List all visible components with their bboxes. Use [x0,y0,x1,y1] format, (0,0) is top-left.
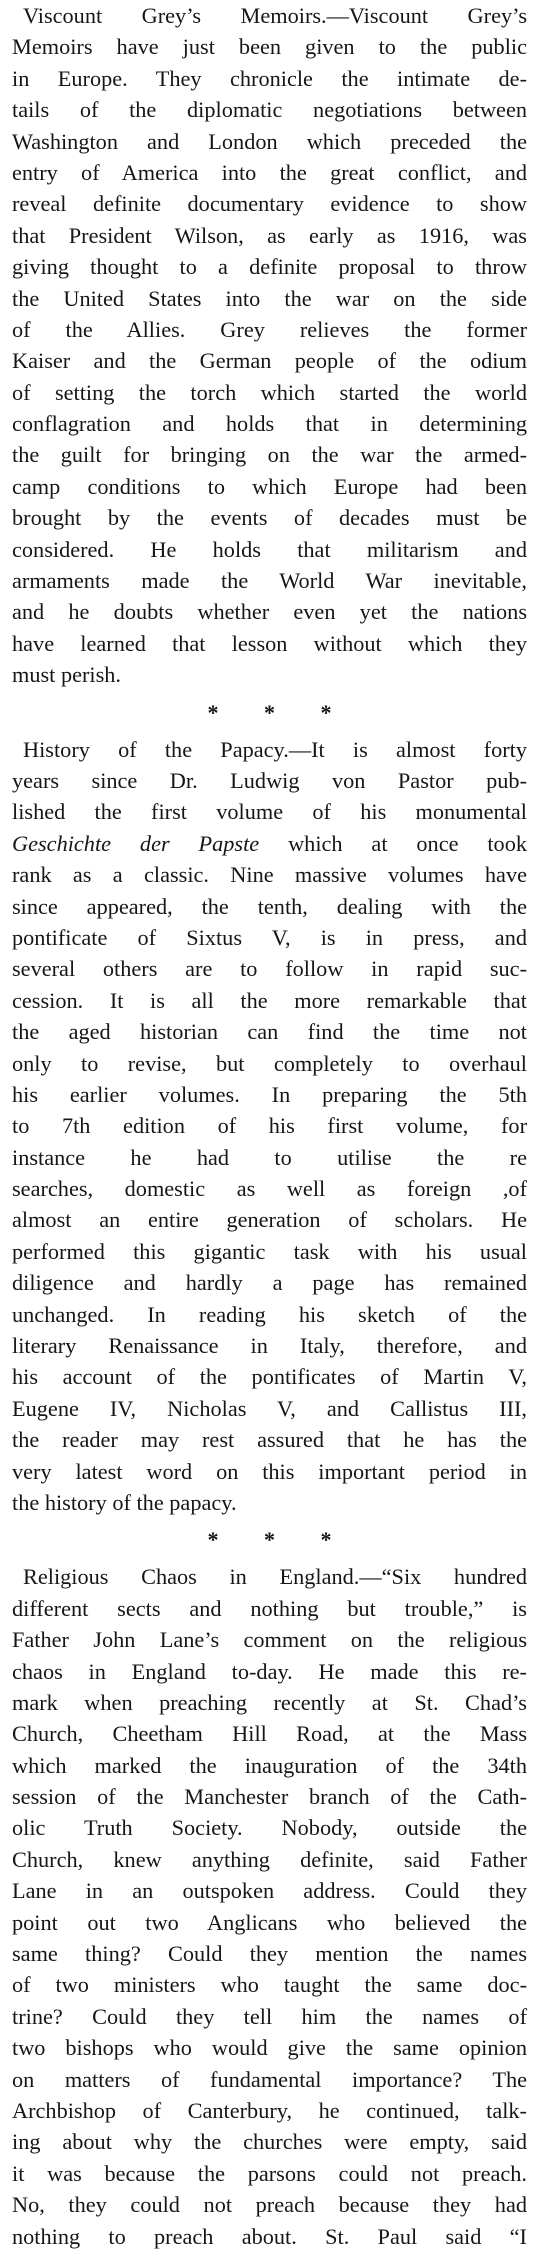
article-line: mark when preaching recently at St. Chad’s [12,1689,527,1715]
article-line: Archbishop of Canterbury, he continued, talk- [12,2098,527,2123]
article-line: Memoirs have just been given to the public [12,34,527,60]
article-line: Eugene IV, Nicholas V, and Callistus III, [12,1395,527,1421]
article-line: Father John Lane’s comment on the religious [12,1627,527,1653]
article-line: of two ministers who taught the same doc- [12,1972,527,1998]
article-line: have learned that lesson without which they [12,630,527,656]
section-separator: * * * [207,1527,352,1553]
article-line: Lane in an outspoken address. Could they [12,1878,527,1904]
article-line-rest: which at once took [259,830,527,856]
article-line: his earlier volumes. In preparing the 5th [12,1081,527,1107]
article-line: Kaiser and the German people of the odium [12,348,527,374]
article-line: giving thought to a definite proposal to throw [12,254,527,280]
text-column [12,0,527,2252]
article-line: years since Dr. Ludwig von Pastor pub- [12,767,527,793]
section-separator: * * * [207,699,352,725]
article-line: on matters of fundamental importance? The [12,2066,527,2092]
article-line: History of the Papacy.—It is almost forty [23,736,527,762]
article-line: conflagration and holds that in determining [12,411,527,437]
article-line: reveal definite documentary evidence to show [12,191,527,217]
article-line: searches, domestic as well as foreign ,of [12,1176,527,1202]
article-grey-memoirs [12,0,527,691]
article-line: his account of the pontificates of Martin V, [12,1364,527,1390]
article-line: Religious Chaos in England.—“Six hundred [23,1564,527,1590]
article-line: same thing? Could they mention the names [12,1941,527,1967]
article-line: lished the first volume of his monumental [12,799,527,825]
article-line: diligence and hardly a page has remained [12,1270,527,1296]
article-line: entry of America into the great conflict, and [12,159,527,185]
article-line: different sects and nothing but trouble,” is [12,1595,527,1621]
article-line: tails of the diplomatic negotiations between [12,97,527,123]
article-line: instance he had to utilise the re [12,1144,527,1170]
article-line: two bishops who would give the same opinion [12,2035,527,2061]
article-line: olic Truth Society. Nobody, outside the [12,1815,527,1841]
article-line: and he doubts whether even yet the nations [12,599,527,625]
article-line: unchanged. In reading his sketch of the [12,1301,527,1327]
article-line: the history of the papacy. [12,1489,237,1515]
article-line: Viscount Grey’s Memoirs.—Viscount Grey’s [23,3,527,28]
article-line: performed this gigantic task with his usual [12,1238,527,1264]
article-line: it was because the parsons could not preach. [12,2160,527,2186]
article-line: must perish. [12,662,122,688]
article-line: Church, knew anything definite, said Father [12,1846,527,1872]
article-line: which marked the inauguration of the 34th [12,1752,527,1778]
article-line: only to revise, but completely to overhaul [12,1050,527,1076]
article-line: the aged historian can find the time not [12,1019,527,1045]
article-line: the guilt for bringing on the war the armed- [12,442,527,468]
article-line: camp conditions to which Europe had been [12,473,527,499]
book-title: Geschichte der Papste [12,830,260,856]
article-line: rank as a classic. Nine massive volumes have [12,862,527,888]
article-line: brought by the events of decades must be [12,505,527,531]
article-papacy-history [12,734,527,1519]
article-line: of the Allies. Grey relieves the former [12,316,527,342]
article-line: nothing to preach about. St. Paul said “I [12,2223,527,2249]
article-line: Church, Cheetham Hill Road, at the Mass [12,1721,527,1747]
article-line: session of the Manchester branch of the Cath- [12,1784,527,1810]
article-line: cession. It is all the more remarkable that [12,987,527,1013]
article-line: pontificate of Sixtus V, is in press, and [12,924,527,950]
article-line: literary Renaissance in Italy, therefore, and [12,1333,527,1359]
article-line: considered. He holds that militarism and [12,536,527,562]
article-line: point out two Anglicans who believed the [12,1909,527,1935]
article-line: in Europe. They chronicle the intimate de- [12,65,527,91]
article-line: the United States into the war on the side [12,285,527,311]
article-line-with-italic-title [12,828,527,859]
article-line: almost an entire generation of scholars. He [12,1207,527,1233]
article-line: the reader may rest assured that he has the [12,1427,527,1453]
article-line: Washington and London which preceded the [12,128,527,154]
article-line: trine? Could they tell him the names of [12,2003,527,2029]
article-line: ing about why the churches were empty, said [12,2129,527,2155]
article-religious-chaos [12,1561,527,2252]
article-line: several others are to follow in rapid suc- [12,956,527,982]
article-line: that President Wilson, as early as 1916, was [12,222,527,248]
article-line: No, they could not preach because they had [12,2192,527,2218]
article-line: very latest word on this important period in [12,1458,527,1484]
article-line: chaos in England to-day. He made this re- [12,1658,527,1684]
article-line: of setting the torch which started the world [12,379,527,405]
article-line: since appeared, the tenth, dealing with the [12,893,527,919]
article-line: to 7th edition of his first volume, for [12,1113,527,1139]
article-line: armaments made the World War inevitable, [12,568,527,594]
